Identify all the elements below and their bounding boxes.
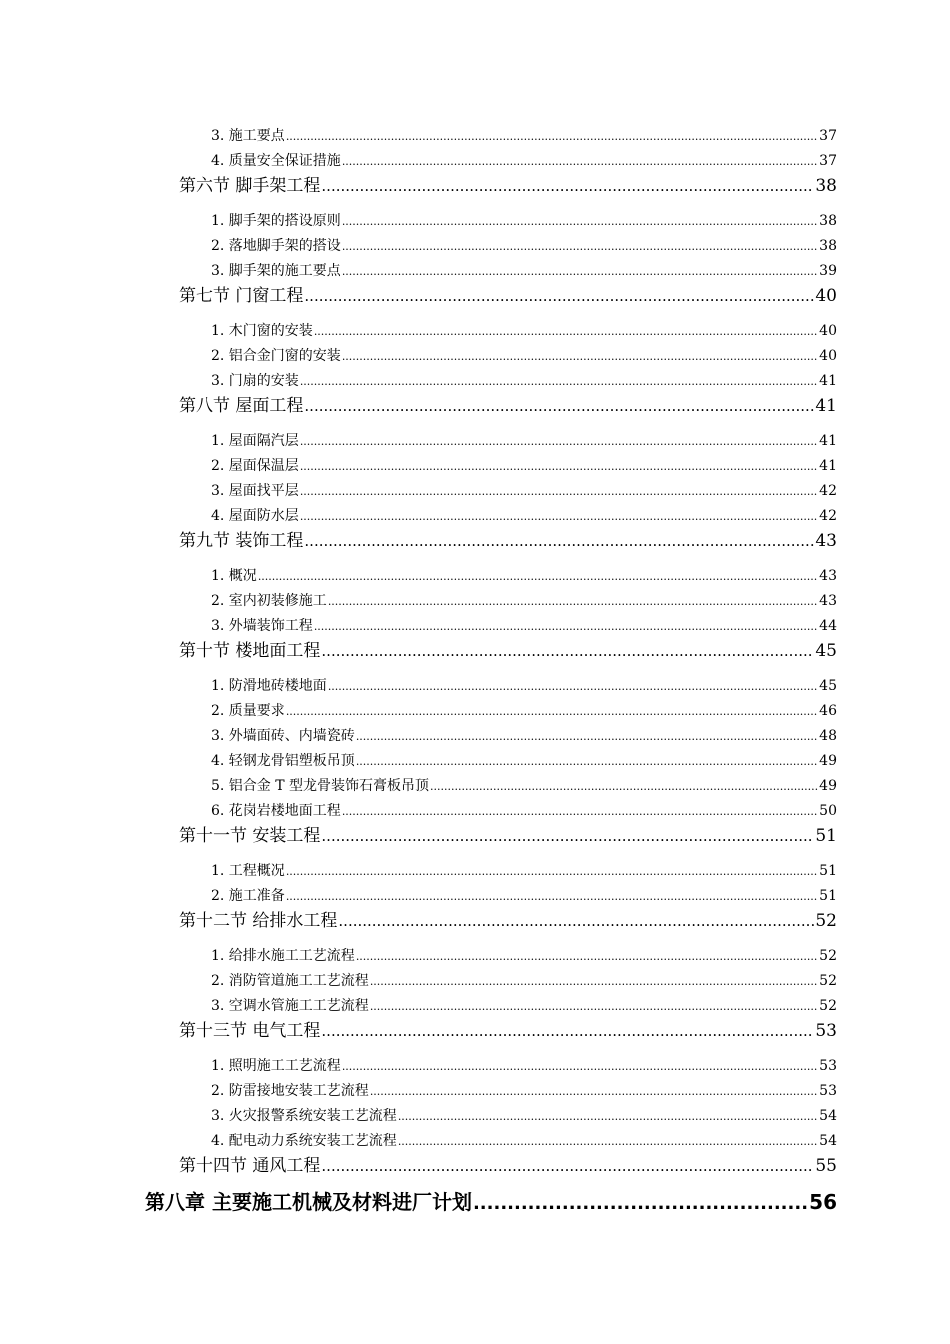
toc-page-number: 41: [815, 396, 837, 416]
toc-dot-leader: [342, 212, 818, 231]
toc-subsection-entry[interactable]: [211, 127, 837, 146]
toc-page-number: 48: [819, 728, 837, 744]
toc-entry-title: 3. 火灾报警系统安装工艺流程: [211, 1108, 397, 1124]
toc-subsection-entry[interactable]: [211, 1082, 837, 1101]
toc-dot-leader: [321, 175, 814, 197]
toc-dot-leader: [258, 567, 818, 586]
toc-page-number: 51: [819, 863, 837, 879]
toc-entry-title: 4. 质量安全保证措施: [211, 153, 341, 169]
toc-entry-title: 3. 脚手架的施工要点: [211, 263, 341, 279]
toc-dot-leader: [370, 1082, 818, 1101]
toc-dot-leader: [300, 507, 818, 526]
toc-dot-leader: [328, 592, 818, 611]
toc-subsection-entry[interactable]: [211, 702, 837, 721]
toc-entry-title: 1. 概况: [211, 568, 257, 584]
toc-subsection-entry[interactable]: [211, 507, 837, 526]
toc-dot-leader: [321, 825, 814, 847]
toc-entry-title: 1. 给排水施工工艺流程: [211, 948, 355, 964]
toc-section-entry[interactable]: [179, 910, 837, 932]
toc-entry-title: 第十二节 给排水工程: [179, 911, 338, 931]
toc-entry-title: 2. 防雷接地安装工艺流程: [211, 1083, 369, 1099]
toc-subsection-entry[interactable]: [211, 617, 837, 636]
toc-subsection-entry[interactable]: [211, 457, 837, 476]
toc-page-number: 38: [815, 176, 837, 196]
toc-subsection-entry[interactable]: [211, 322, 837, 341]
toc-page-number: 44: [819, 618, 837, 634]
toc-page-number: 46: [819, 703, 837, 719]
toc-dot-leader: [321, 1020, 814, 1042]
toc-dot-leader: [300, 432, 818, 451]
toc-dot-leader: [342, 347, 818, 366]
toc-subsection-entry[interactable]: [211, 727, 837, 746]
toc-section-entry[interactable]: [179, 825, 837, 847]
toc-subsection-entry[interactable]: [211, 592, 837, 611]
toc-entry-title: 2. 施工准备: [211, 888, 285, 904]
toc-page-number: 38: [819, 238, 837, 254]
toc-dot-leader: [314, 617, 818, 636]
toc-dot-leader: [314, 322, 818, 341]
toc-dot-leader: [370, 972, 818, 991]
toc-dot-leader: [300, 457, 818, 476]
toc-page-number: 53: [815, 1021, 837, 1041]
toc-dot-leader: [342, 262, 818, 281]
toc-section-entry[interactable]: [179, 395, 837, 417]
toc-dot-leader: [286, 862, 818, 881]
toc-page-number: 41: [819, 458, 837, 474]
toc-entry-title: 1. 脚手架的搭设原则: [211, 213, 341, 229]
toc-dot-leader: [321, 640, 814, 662]
toc-entry-title: 5. 铝合金 T 型龙骨装饰石膏板吊顶: [211, 778, 430, 794]
toc-entry-title: 第八节 屋面工程: [179, 396, 304, 416]
toc-subsection-entry[interactable]: [211, 862, 837, 881]
toc-dot-leader: [398, 1132, 818, 1151]
toc-subsection-entry[interactable]: [211, 947, 837, 966]
toc-dot-leader: [430, 777, 818, 796]
toc-page-number: 42: [819, 508, 837, 524]
toc-entry-title: 6. 花岗岩楼地面工程: [211, 803, 341, 819]
toc-dot-leader: [338, 910, 814, 932]
toc-page-number: 43: [819, 593, 837, 609]
toc-dot-leader: [304, 530, 814, 552]
toc-page-number: 54: [819, 1133, 837, 1149]
toc-entry-title: 第八章 主要施工机械及材料进厂计划: [145, 1190, 472, 1214]
toc-page-number: 52: [815, 911, 837, 931]
toc-page-number: 45: [815, 641, 837, 661]
toc-page-number: 40: [815, 286, 837, 306]
toc-subsection-entry[interactable]: [211, 237, 837, 256]
toc-entry-title: 2. 屋面保温层: [211, 458, 299, 474]
toc-subsection-entry[interactable]: [211, 432, 837, 451]
toc-page-number: 51: [819, 888, 837, 904]
toc-subsection-entry[interactable]: [211, 1057, 837, 1076]
toc-subsection-entry[interactable]: [211, 212, 837, 231]
toc-page-number: 45: [819, 678, 837, 694]
toc-entry-title: 3. 门扇的安装: [211, 373, 299, 389]
toc-entry-title: 3. 外墙装饰工程: [211, 618, 313, 634]
toc-section-entry[interactable]: [179, 640, 837, 662]
toc-page-number: 37: [819, 128, 837, 144]
toc-entry-title: 第十三节 电气工程: [179, 1021, 321, 1041]
toc-subsection-entry[interactable]: [211, 972, 837, 991]
toc-dot-leader: [286, 887, 818, 906]
toc-dot-leader: [342, 802, 818, 821]
toc-subsection-entry[interactable]: [211, 777, 837, 796]
toc-entry-title: 1. 屋面隔汽层: [211, 433, 299, 449]
toc-page-number: 42: [819, 483, 837, 499]
toc-page-number: 53: [819, 1083, 837, 1099]
toc-subsection-entry[interactable]: [211, 372, 837, 391]
toc-section-entry[interactable]: [179, 1155, 837, 1177]
toc-dot-leader: [356, 727, 818, 746]
toc-entry-title: 2. 质量要求: [211, 703, 285, 719]
toc-dot-leader: [356, 752, 818, 771]
toc-subsection-entry[interactable]: [211, 997, 837, 1016]
toc-page-number: 50: [819, 803, 837, 819]
toc-chapter-entry[interactable]: [145, 1189, 837, 1217]
toc-page-number: 52: [819, 998, 837, 1014]
toc-entry-title: 3. 施工要点: [211, 128, 285, 144]
toc-section-entry[interactable]: [179, 285, 837, 307]
toc-subsection-entry[interactable]: [211, 262, 837, 281]
toc-dot-leader: [342, 1057, 818, 1076]
toc-page-number: 38: [819, 213, 837, 229]
toc-page-number: 49: [819, 753, 837, 769]
toc-subsection-entry[interactable]: [211, 482, 837, 501]
toc-entry-title: 4. 配电动力系统安装工艺流程: [211, 1133, 397, 1149]
toc-entry-title: 2. 消防管道施工工艺流程: [211, 973, 369, 989]
toc-entry-title: 第六节 脚手架工程: [179, 176, 321, 196]
toc-entry-title: 4. 屋面防水层: [211, 508, 299, 524]
toc-subsection-entry[interactable]: [211, 752, 837, 771]
toc-subsection-entry[interactable]: [211, 887, 837, 906]
toc-page-number: 49: [819, 778, 837, 794]
toc-page-number: 51: [815, 826, 837, 846]
toc-subsection-entry[interactable]: [211, 1132, 837, 1151]
toc-page-number: 56: [809, 1190, 837, 1214]
toc-page-number: 53: [819, 1058, 837, 1074]
toc-page-number: 52: [819, 973, 837, 989]
toc-entry-title: 1. 木门窗的安装: [211, 323, 313, 339]
toc-section-entry[interactable]: [179, 1020, 837, 1042]
toc-entry-title: 第十节 楼地面工程: [179, 641, 321, 661]
toc-dot-leader: [356, 947, 818, 966]
toc-dot-leader: [370, 997, 818, 1016]
toc-entry-title: 第九节 装饰工程: [179, 531, 304, 551]
toc-dot-leader: [342, 237, 818, 256]
toc-dot-leader: [398, 1107, 818, 1126]
toc-entry-title: 第十四节 通风工程: [179, 1156, 321, 1176]
toc-entry-title: 3. 空调水管施工工艺流程: [211, 998, 369, 1014]
toc-dot-leader: [328, 677, 818, 696]
toc-dot-leader: [300, 482, 818, 501]
toc-section-entry[interactable]: [179, 175, 837, 197]
toc-page-number: 40: [819, 348, 837, 364]
toc-entry-title: 1. 工程概况: [211, 863, 285, 879]
toc-entry-title: 2. 铝合金门窗的安装: [211, 348, 341, 364]
toc-subsection-entry[interactable]: [211, 802, 837, 821]
toc-entry-title: 第十一节 安装工程: [179, 826, 321, 846]
toc-page-number: 39: [819, 263, 837, 279]
toc-subsection-entry[interactable]: [211, 152, 837, 171]
toc-page-number: 52: [819, 948, 837, 964]
toc-page-number: 37: [819, 153, 837, 169]
toc-dot-leader: [300, 372, 818, 391]
toc-dot-leader: [321, 1155, 814, 1177]
toc-page-number: 40: [819, 323, 837, 339]
toc-page-number: 55: [815, 1156, 837, 1176]
toc-dot-leader: [286, 702, 818, 721]
toc-entry-title: 1. 防滑地砖楼地面: [211, 678, 327, 694]
toc-entry-title: 2. 落地脚手架的搭设: [211, 238, 341, 254]
toc-entry-title: 第七节 门窗工程: [179, 286, 304, 306]
toc-page-number: 54: [819, 1108, 837, 1124]
toc-dot-leader: [473, 1189, 808, 1217]
toc-subsection-entry[interactable]: [211, 567, 837, 586]
toc-entry-title: 3. 外墙面砖、内墙瓷砖: [211, 728, 355, 744]
toc-dot-leader: [304, 285, 814, 307]
toc-section-entry[interactable]: [179, 530, 837, 552]
toc-page-number: 41: [819, 373, 837, 389]
toc-entry-title: 3. 屋面找平层: [211, 483, 299, 499]
toc-dot-leader: [286, 127, 818, 146]
toc-subsection-entry[interactable]: [211, 677, 837, 696]
toc-subsection-entry[interactable]: [211, 1107, 837, 1126]
toc-dot-leader: [304, 395, 814, 417]
toc-page-number: 41: [819, 433, 837, 449]
toc-page-number: 43: [819, 568, 837, 584]
toc-subsection-entry[interactable]: [211, 347, 837, 366]
toc-dot-leader: [342, 152, 818, 171]
toc-entry-title: 2. 室内初装修施工: [211, 593, 327, 609]
toc-page-number: 43: [815, 531, 837, 551]
toc-entry-title: 4. 轻钢龙骨铝塑板吊顶: [211, 753, 355, 769]
toc-entry-title: 1. 照明施工工艺流程: [211, 1058, 341, 1074]
